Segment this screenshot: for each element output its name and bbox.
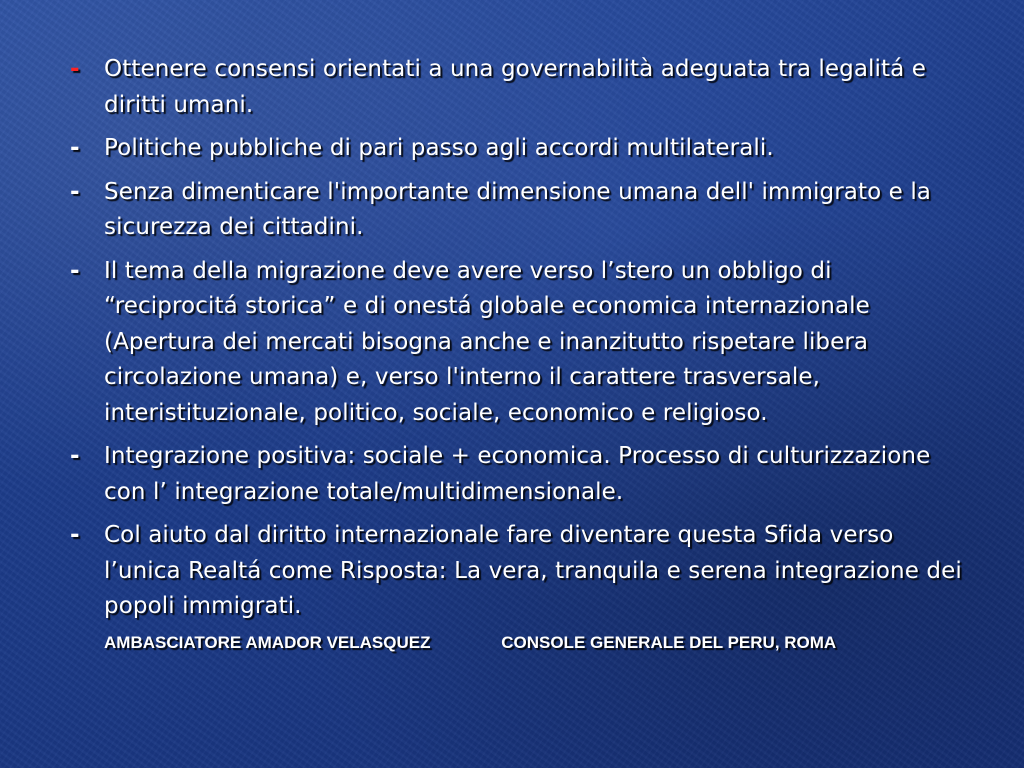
bullet-text: Politiche pubbliche di pari passo agli accordi multilaterali.	[104, 135, 774, 161]
consul-title: CONSOLE GENERALE DEL PERU, ROMA	[501, 632, 837, 652]
ambassador-name: AMBASCIATORE AMADOR VELASQUEZ	[104, 632, 431, 652]
bullet-marker: -	[70, 443, 80, 469]
bullet-marker: -	[70, 257, 80, 284]
signature-line	[104, 633, 964, 653]
bullet-marker: -	[70, 135, 80, 161]
bullet-marker: -	[70, 178, 80, 205]
bullet-text: Integrazione positiva: sociale + economica. Processo di culturizzazione con l’ integrazione totale/multidimensionale.	[104, 443, 931, 505]
bullet-list	[70, 52, 964, 625]
bullet-marker: -	[70, 56, 80, 82]
bullet-marker: -	[70, 522, 80, 548]
bullet-item	[70, 439, 964, 510]
bullet-text: Senza dimenticare l'importante dimensione umana dell' immigrato e la sicurezza dei cittadini.	[104, 178, 932, 240]
bullet-text: Col aiuto dal diritto internazionale fare diventare questa Sfida verso l’unica Realtá come Risposta: La vera, tranquila e serena integrazione dei popoli immigrati.	[104, 522, 962, 619]
bullet-item	[70, 52, 964, 123]
bullet-item	[70, 518, 964, 625]
bullet-item	[70, 131, 964, 167]
bullet-text: Il tema della migrazione deve avere verso l’stero un obbligo di “reciprocitá storica” e di onestá globale economica internazionale (Apertura dei mercati bisogna anche e inanzitutto rispetare libera circolazione umana) e, verso l'interno il carattere trasversale, interistituzionale, politico, sociale, economico e religioso.	[104, 257, 870, 426]
bullet-text: Ottenere consensi orientati a una governabilità adeguata tra legalitá e diritti umani.	[104, 56, 927, 118]
bullet-item	[70, 254, 964, 432]
bullet-item	[70, 175, 964, 246]
